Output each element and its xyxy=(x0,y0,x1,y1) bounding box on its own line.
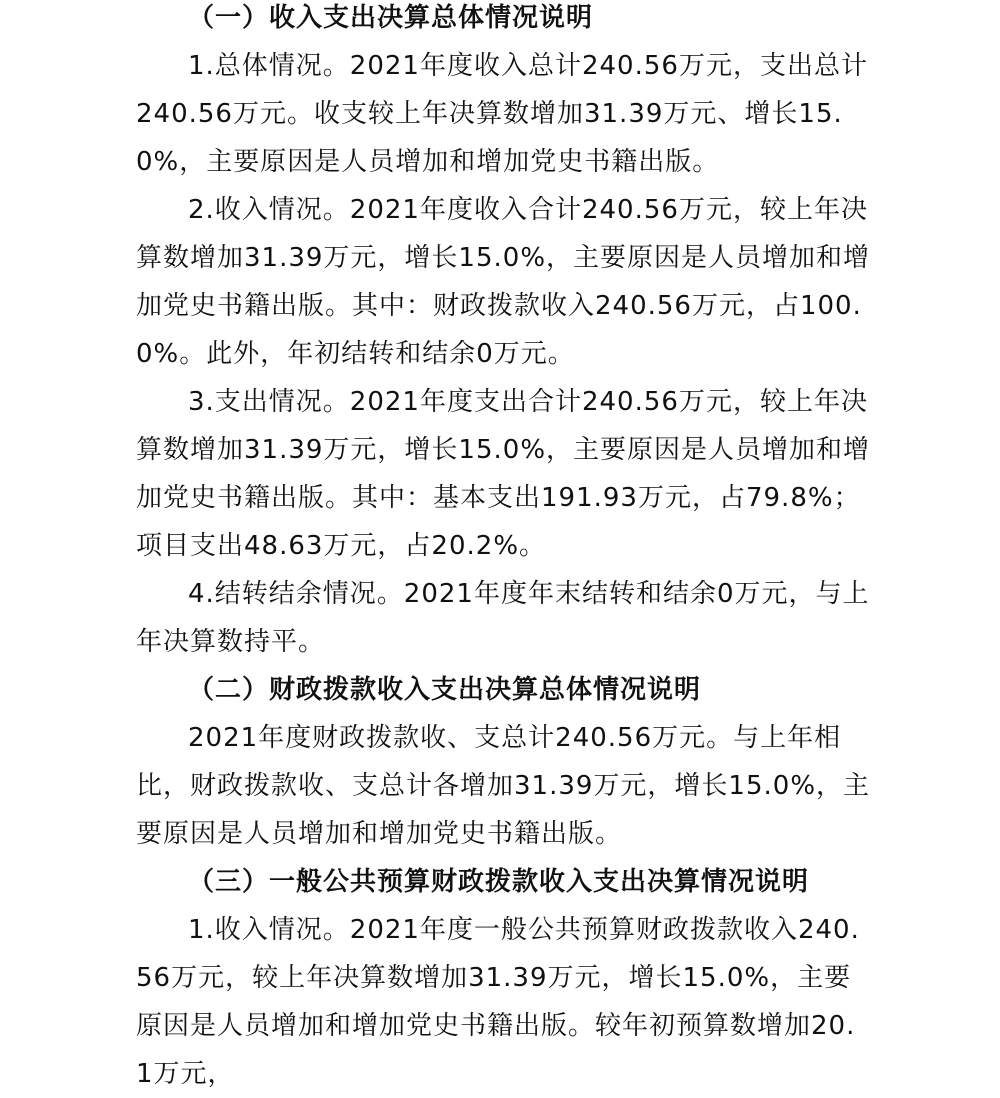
paragraph-income-situation: 2.收入情况。2021年度收入合计240.56万元，较上年决算数增加31.39万元，增长15.0%，主要原因是人员增加和增加党史书籍出版。其中：财政拨款收入240.56万元，占100.0%。此外，年初结转和结余0万元。 xyxy=(136,195,871,369)
section-heading-fiscal-appropriation: （二）财政拨款收入支出决算总体情况说明 xyxy=(188,675,702,705)
paragraph-carryover-situation: 4.结转结余情况。2021年度年末结转和结余0万元，与上年决算数持平。 xyxy=(136,579,870,657)
paragraph-expenditure-situation: 3.支出情况。2021年度支出合计240.56万元，较上年决算数增加31.39万元，增长15.0%，主要原因是人员增加和增加党史书籍出版。其中：基本支出191.93万元，占79.8%；项目支出48.63万元，占20.2%。 xyxy=(136,387,871,561)
paragraph-general-budget-income: 1.收入情况。2021年度一般公共预算财政拨款收入240.56万元，较上年决算数增加31.39万元，增长15.0%，主要原因是人员增加和增加党史书籍出版。较年初预算数增加20.1万元， xyxy=(136,915,860,1089)
paragraph-fiscal-appropriation: 2021年度财政拨款收、支总计240.56万元。与上年相比，财政拨款收、支总计各增加31.39万元，增长15.0%，主要原因是人员增加和增加党史书籍出版。 xyxy=(136,723,871,849)
paragraph-overall-situation: 1.总体情况。2021年度收入总计240.56万元，支出总计240.56万元。收支较上年决算数增加31.39万元、增长15.0%，主要原因是人员增加和增加党史书籍出版。 xyxy=(136,51,868,177)
section-heading-overall: （一）收入支出决算总体情况说明 xyxy=(188,3,594,33)
section-heading-general-public-budget: （三）一般公共预算财政拨款收入支出决算情况说明 xyxy=(188,867,810,897)
